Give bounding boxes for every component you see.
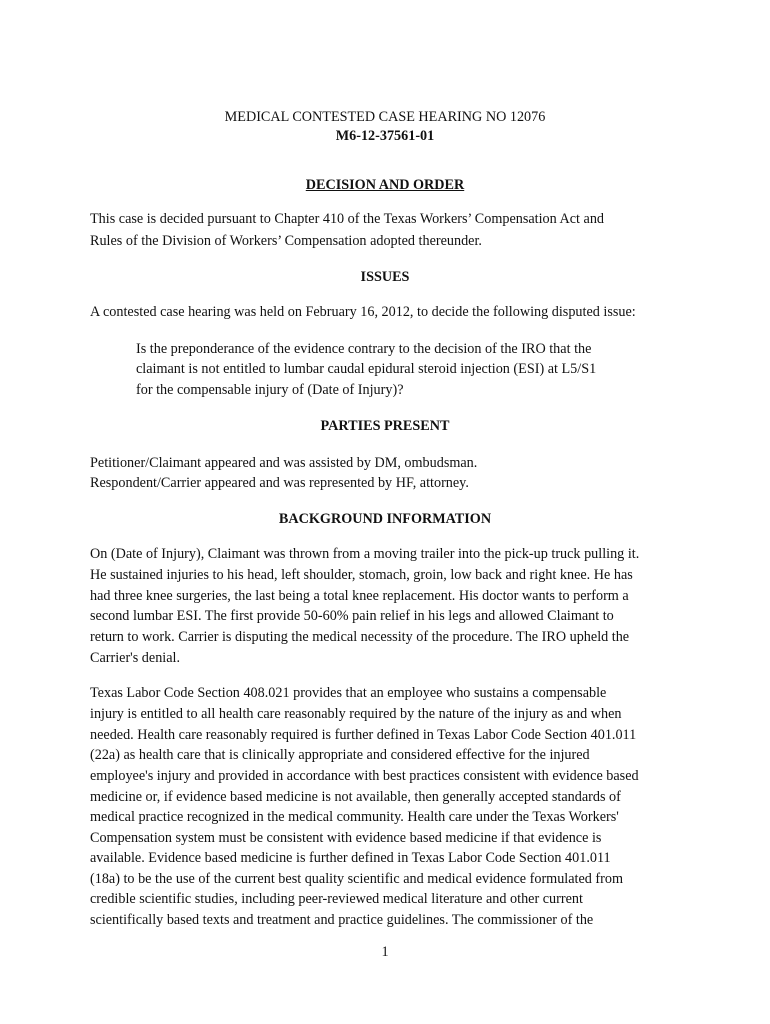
parties-line: Respondent/Carrier appeared and was represented by HF, attorney.: [90, 475, 469, 491]
legal-line: Texas Labor Code Section 408.021 provides that an employee who sustains a compensable: [90, 685, 607, 701]
issue-line: claimant is not entitled to lumbar caudal epidural steroid injection (ESI) at L5/S1: [136, 361, 597, 377]
intro-line: This case is decided pursuant to Chapter 410 of the Texas Workers’ Compensation Act and: [90, 211, 605, 227]
issue-line: Is the preponderance of the evidence contrary to the decision of the IRO that the: [136, 341, 592, 357]
legal-line: medical practice recognized in the medical community. Health care under the Texas Workers': [90, 809, 619, 825]
background-line: return to work. Carrier is disputing the medical necessity of the procedure. The IRO upheld the: [90, 629, 630, 645]
page-number: 1: [381, 944, 389, 960]
legal-line: needed. Health care reasonably required is further defined in Texas Labor Code Section 401.011: [90, 727, 637, 743]
legal-line: credible scientific studies, including peer-reviewed medical literature and other current: [90, 891, 583, 907]
legal-line: medicine or, if evidence based medicine is not available, then generally accepted standards of: [90, 789, 621, 805]
parties-heading: PARTIES PRESENT: [320, 418, 450, 434]
legal-line: employee's injury and provided in accordance with best practices consistent with evidence based: [90, 768, 639, 784]
background-line: He sustained injuries to his head, left shoulder, stomach, groin, low back and right knee. He has: [90, 567, 633, 583]
background-line: On (Date of Injury), Claimant was thrown from a moving trailer into the pick-up truck pulling it.: [90, 546, 640, 562]
intro-line: Rules of the Division of Workers’ Compensation adopted thereunder.: [90, 233, 482, 249]
legal-line: available. Evidence based medicine is further defined in Texas Labor Code Section 401.011: [90, 850, 611, 866]
background-heading: BACKGROUND INFORMATION: [278, 511, 492, 527]
background-line: had three knee surgeries, the last being a total knee replacement. His doctor wants to perform a: [90, 588, 629, 604]
legal-line: Compensation system must be consistent with evidence based medicine if that evidence is: [90, 830, 602, 846]
legal-line: injury is entitled to all health care reasonably required by the nature of the injury as and when: [90, 706, 622, 722]
case-title: MEDICAL CONTESTED CASE HEARING NO 12076: [224, 109, 546, 125]
legal-line: (22a) as health care that is clinically appropriate and considered effective for the injured: [90, 747, 590, 763]
issues-lead: A contested case hearing was held on February 16, 2012, to decide the following disputed issue:: [90, 304, 636, 320]
background-line: second lumbar ESI. The first provide 50-60% pain relief in his legs and allowed Claimant to: [90, 608, 614, 624]
docket-number: M6-12-37561-01: [335, 128, 435, 144]
legal-line: scientifically based texts and treatment and practice guidelines. The commissioner of the: [90, 912, 594, 928]
decision-heading: DECISION AND ORDER: [305, 177, 465, 193]
parties-line: Petitioner/Claimant appeared and was assisted by DM, ombudsman.: [90, 455, 478, 471]
background-line: Carrier's denial.: [90, 650, 181, 666]
issues-heading: ISSUES: [360, 269, 410, 285]
issue-line: for the compensable injury of (Date of Injury)?: [136, 382, 404, 398]
legal-line: (18a) to be the use of the current best quality scientific and medical evidence formulated from: [90, 871, 624, 887]
